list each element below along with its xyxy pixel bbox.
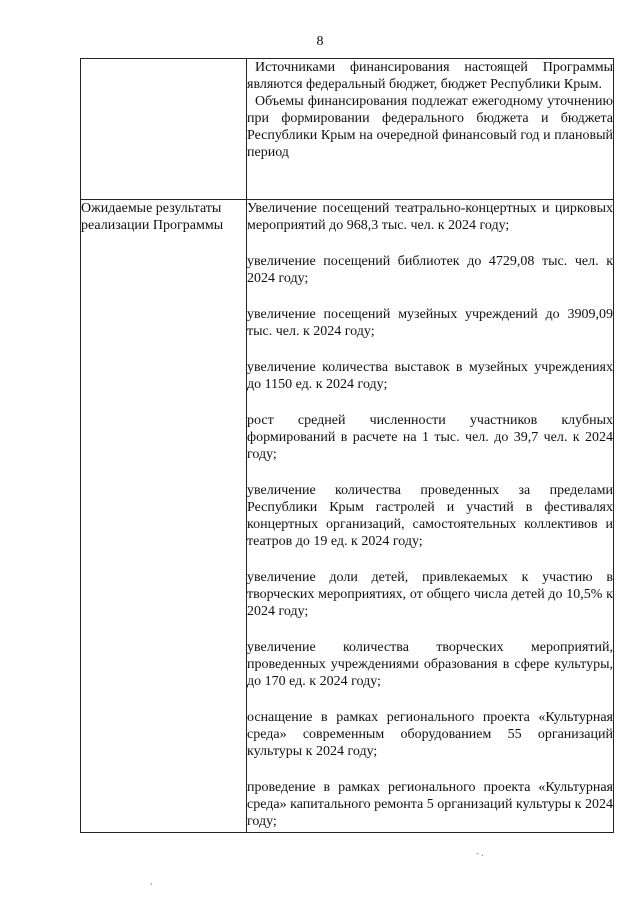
scan-mark: - . [476,848,484,858]
result-item: увеличение доли детей, привлекаемых к участию в творческих мероприятиях, от общего числа детей до 10,5% к 2024 году; [247,570,613,619]
financing-paragraph: Объемы финансирования подлежат ежегодному уточнению при формировании федерального бюджета и бюджета Республики Крым на очередной финансовый год и плановый период [247,94,613,160]
financing-label-cell [81,59,247,200]
result-item: оснащение в рамках регионального проекта «Культурная среда» современным оборудованием 55 организаций культуры к 2024 году; [247,710,613,759]
result-item: увеличение количества проведенных за пределами Республики Крым гастролей и участий в фестивалях концертных организаций, самостоятельных коллективов и театров до 19 ед. к 2024 году; [247,483,613,549]
result-item: увеличение количества выставок в музейных учреждениях до 1150 ед. к 2024 году; [247,360,613,392]
result-item: Увеличение посещений театрально-концертных и цирковых мероприятий до 968,3 тыс. чел. к 2024 году; [247,201,613,233]
results-list [247,200,614,833]
results-label: Ожидаемые результаты реализации Программы [81,200,247,833]
result-item: увеличение посещений музейных учреждений до 3909,09 тыс. чел. к 2024 году; [247,307,613,339]
scan-mark: , [150,876,153,886]
financing-row [81,59,614,200]
page-number: 8 [316,34,324,49]
result-item: увеличение посещений библиотек до 4729,08 тыс. чел. к 2024 году; [247,254,613,286]
result-item: проведение в рамках регионального проекта «Культурная среда» капитального ремонта 5 организаций культуры к 2024 году; [247,780,613,829]
results-row [81,200,614,833]
financing-paragraph: Источниками финансирования настоящей Программы являются федеральный бюджет, бюджет Республики Крым. [247,60,613,92]
result-item: увеличение количества творческих мероприятий, проведенных учреждениями образования в сфере культуры, до 170 ед. к 2024 году; [247,640,613,689]
result-item: рост средней численности участников клубных формирований в расчете на 1 тыс. чел. до 39,7 чел. к 2024 году; [247,413,613,462]
financing-text-cell [247,59,614,200]
program-table [80,58,614,833]
